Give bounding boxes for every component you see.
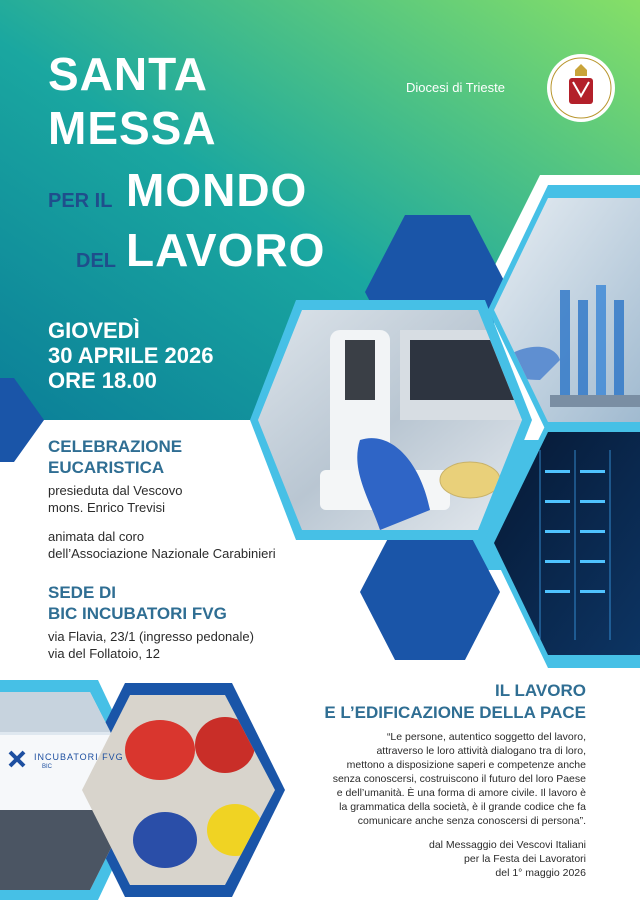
quote-text xyxy=(286,730,586,828)
celebration-line-4: dell’Associazione Nazionale Carabinieri xyxy=(48,546,276,561)
celebration-line-1: presieduta dal Vescovo xyxy=(48,483,183,498)
title-line-4: LAVORO xyxy=(126,224,326,276)
quote-line: e dell’umanità. È una forma di amore civile. Il lavoro è xyxy=(336,787,586,799)
event-time: ORE 18.00 xyxy=(48,368,157,393)
quote-heading-1: IL LAVORO xyxy=(495,681,586,700)
title-line-3: MONDO xyxy=(126,164,308,216)
title-line-1: SANTA xyxy=(48,48,209,100)
quote-line: la grammatica della società, è il grande codice che fa xyxy=(339,801,586,813)
venue-address-1: via Flavia, 23/1 (ingresso pedonale) xyxy=(48,629,254,644)
quote-source-line-1: dal Messaggio dei Vescovi Italiani xyxy=(428,839,586,851)
venue-heading-1: SEDE DI xyxy=(48,583,117,602)
venue-address-2: via del Follatoio, 12 xyxy=(48,646,161,661)
quote-line: attraverso le loro attività dialogano tra di loro, xyxy=(376,745,586,757)
quote-line: comunicare anche senza conoscersi di persona”. xyxy=(357,815,586,827)
celebration-line-3: animata dal coro xyxy=(48,529,145,544)
quote-line: senza conoscersi, costruiscono il futuro del loro Paese xyxy=(332,773,586,785)
quote-source xyxy=(286,838,586,880)
quote-source-line-3: del 1° maggio 2026 xyxy=(495,867,586,879)
diocese-seal-icon xyxy=(545,52,617,124)
quote-heading-2: E L’EDIFICAZIONE DELLA PACE xyxy=(324,703,586,722)
celebration-line-2: mons. Enrico Trevisi xyxy=(48,500,166,515)
quote-line: mettono a disposizione saperi e competenze anche xyxy=(346,759,586,771)
building-sign: INCUBATORI FVG xyxy=(34,752,124,762)
building-sign-sub: BIC xyxy=(42,764,53,770)
celebration-heading-1: CELEBRAZIONE xyxy=(48,437,183,456)
event-day: GIOVEDÌ xyxy=(48,318,140,343)
quote-line: “Le persone, autentico soggetto del lavoro, xyxy=(386,731,586,743)
venue-heading-2: BIC INCUBATORI FVG xyxy=(48,604,227,623)
title-prefix-4: DEL xyxy=(76,250,116,272)
celebration-heading-2: EUCARISTICA xyxy=(48,458,165,477)
event-date: 30 APRILE 2026 xyxy=(48,343,214,368)
diocese-name: Diocesi di Trieste xyxy=(406,80,505,95)
title-line-2: MESSA xyxy=(48,102,217,154)
quote-source-line-2: per la Festa dei Lavoratori xyxy=(464,853,586,865)
title-prefix-3: PER IL xyxy=(48,190,113,212)
